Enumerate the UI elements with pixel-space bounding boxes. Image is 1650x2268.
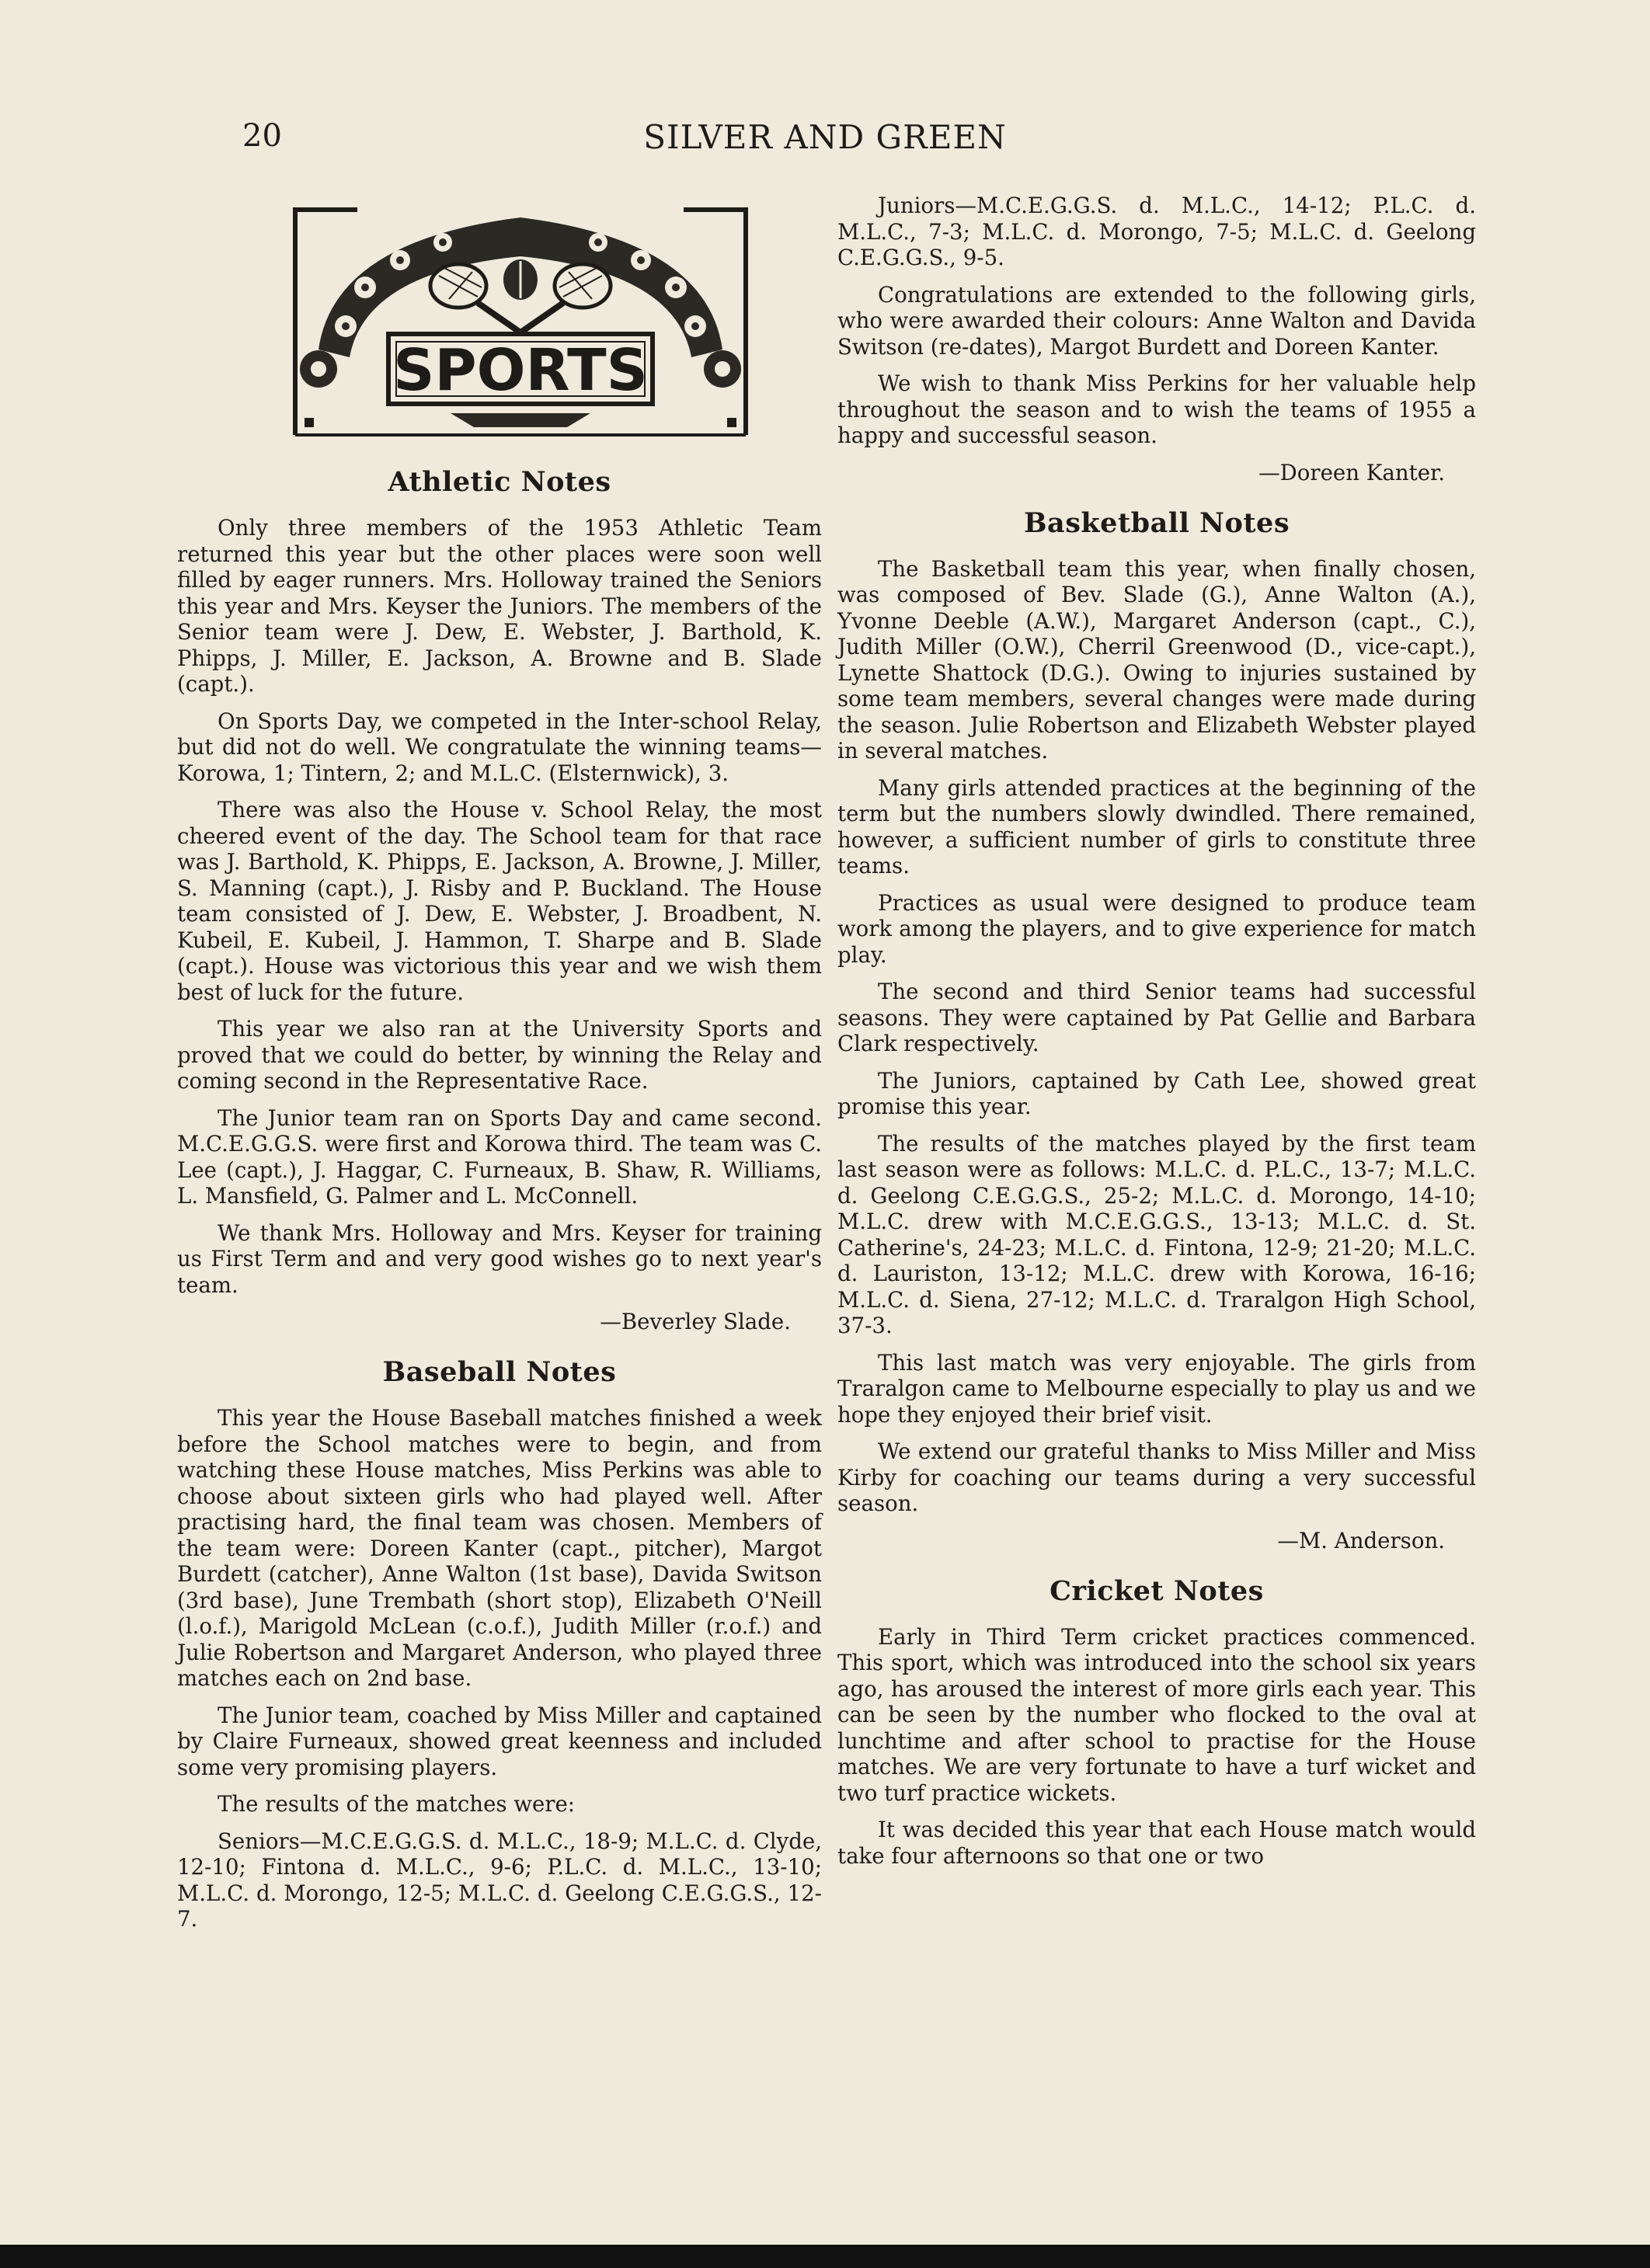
scan-edge xyxy=(0,2245,1650,2268)
basketball-paragraph: Many girls attended practices at the beginning of the term but the numbers slowly dwindled. There remained, however, a sufficient number of girls to constitute three teams. xyxy=(837,774,1476,878)
baseball-results-juniors: Juniors—M.C.E.G.G.S. d. M.L.C., 14-12; P.L.C. d. M.L.C., 7-3; M.L.C. d. Morongo, 7-5; M.L.C. d. Geelong C.E.G.G.S., 9-5. xyxy=(837,193,1476,270)
baseball-paragraph: We wish to thank Miss Perkins for her valuable help throughout the season and to wish the teams of 1955 a happy and successful season. xyxy=(837,370,1476,448)
right-column xyxy=(837,193,1476,1880)
basketball-paragraph: Practices as usual were designed to produce team work among the players, and to give experience for match play. xyxy=(837,889,1476,968)
athletic-paragraph: The Junior team ran on Sports Day and came second. M.C.E.G.G.S. were first and Korowa third. The team was C. Lee (capt.), J. Haggar, C. Furneaux, B. Shaw, R. Williams, L. Mansfield, G. Palmer and L. McConnell. xyxy=(177,1104,822,1209)
basketball-results: The results of the matches played by the first team last season were as follows: M.L.C. d. P.L.C., 13-7; M.L.C. d. Geelong C.E.G.G.S., 25-2; M.L.C. d. Morongo, 14-10; M.L.C. drew with M.C.E.G.G.S., 13-13; M.L.C. d. St. Catherine's, 24-23; M.L.C. d. Fintona, 12-9; 21-20; M.L.C. d. Lauriston, 13-12; M.L.C. drew with Korowa, 16-16; M.L.C. d. Siena, 27-12; M.L.C. d. Traralgon High School, 37-3. xyxy=(837,1130,1476,1338)
cricket-paragraph: Early in Third Term cricket practices commenced. This sport, which was introduced into the school six years ago, has aroused the interest of more girls each year. This can be seen by the number who flocked to the oval at lunchtime and after school to practise for the House matches. We are very fortunate to have a turf wicket and two turf practice wickets. xyxy=(837,1623,1476,1806)
basketball-paragraph: We extend our grateful thanks to Miss Miller and Miss Kirby for coaching our teams during a very successful season. xyxy=(837,1438,1476,1516)
page-number: 20 xyxy=(242,118,282,154)
basketball-paragraph: The Basketball team this year, when finally chosen, was composed of Bev. Slade (G.), Anne Walton (A.), Yvonne Deeble (A.W.), Margaret Anderson (capt., C.), Judith Miller (O.W.), Cherril Greenwood (D., vice-capt.), Lynette Shattock (D.G.). Owing to injuries sustained by some team members, several changes were made during the season. Julie Robertson and Elizabeth Webster played in several matches. xyxy=(837,555,1476,764)
basketball-paragraph: The Juniors, captained by Cath Lee, showed great promise this year. xyxy=(837,1067,1476,1119)
athletic-paragraph: There was also the House v. School Relay, the most cheered event of the day. The School team for that race was J. Barthold, K. Phipps, E. Jackson, A. Browne, J. Miller, S. Manning (capt.), J. Risby and P. Buckland. The House team consisted of J. Dew, E. Webster, J. Broadbent, N. Kubeil, E. Kubeil, J. Hammon, T. Sharpe and B. Slade (capt.). House was victorious this year and we wish them best of luck for the future. xyxy=(177,797,822,1005)
cricket-heading: Cricket Notes xyxy=(1050,1574,1264,1607)
baseball-signature: —Doreen Kanter. xyxy=(1258,459,1445,485)
athletic-paragraph: Only three members of the 1953 Athletic Team returned this year but the other places were soon well filled by eager runners. Mrs. Holloway trained the Seniors this year and Mrs. Keyser the Juniors. The members of the Senior team were J. Dew, E. Webster, J. Barthold, K. Phipps, J. Miller, E. Jackson, A. Browne and B. Slade (capt.). xyxy=(177,515,822,697)
racquets-icon xyxy=(430,259,611,338)
left-column xyxy=(177,466,822,1943)
cricket-paragraph: It was decided this year that each House match would take four afternoons so that one or two xyxy=(837,1817,1476,1869)
sports-banner xyxy=(272,194,769,439)
baseball-paragraph: This year the House Baseball matches finished a week before the School matches were to begin, and from watching these House matches, Miss Perkins was able to choose about sixteen girls who had played well. After practising hard, the final team was chosen. Members of the team were: Doreen Kanter (capt., pitcher), Margot Burdett (catcher), Anne Walton (1st base), Davida Switson (3rd base), June Trembath (short stop), Elizabeth O'Neill (l.o.f.), Marigold McLean (c.o.f.), Judith Miller (r.o.f.) and Julie Robertson and Margaret Anderson, who played three matches each on 2nd base. xyxy=(177,1405,822,1691)
basketball-signature: —M. Anderson. xyxy=(1277,1527,1445,1553)
athletic-paragraph: This year we also ran at the University Sports and proved that we could do better, by winning the Relay and coming second in the Representative Race. xyxy=(177,1016,822,1094)
banner-title: SPORTS xyxy=(393,337,648,404)
baseball-paragraph: Congratulations are extended to the following girls, who were awarded their colours: Anne Walton and Davida Switson (re-dates), Margot Burdett and Doreen Kanter. xyxy=(837,281,1476,360)
baseball-paragraph: The results of the matches were: xyxy=(218,1791,576,1817)
baseball-heading: Baseball Notes xyxy=(382,1356,617,1388)
baseball-results-seniors: Seniors—M.C.E.G.G.S. d. M.L.C., 18-9; M.L.C. d. Clyde, 12-10; Fintona d. M.L.C., 9-6; P.L.C. d. M.L.C., 13-10; M.L.C. d. Morongo, 12-5; M.L.C. d. Geelong C.E.G.G.S., 12-7. xyxy=(177,1828,822,1932)
basketball-paragraph: This last match was very enjoyable. The girls from Traralgon came to Melbourne especially to play us and we hope they enjoyed their brief visit. xyxy=(837,1349,1476,1428)
basketball-heading: Basketball Notes xyxy=(1023,506,1290,539)
basketball-paragraph: The second and third Senior teams had successful seasons. They were captained by Pat Gellie and Barbara Clark respectively. xyxy=(837,979,1476,1056)
athletic-paragraph: On Sports Day, we competed in the Inter-school Relay, but did not do well. We congratulate the winning teams—Korowa, 1; Tintern, 2; and M.L.C. (Elsternwick), 3. xyxy=(177,708,822,786)
athletic-heading: Athletic Notes xyxy=(388,466,611,498)
athletic-signature: —Beverley Slade. xyxy=(600,1309,791,1334)
athletic-paragraph: We thank Mrs. Holloway and Mrs. Keyser for training us First Term and and very good wishes go to next year's team. xyxy=(177,1219,822,1298)
running-header: SILVER AND GREEN xyxy=(643,118,1007,156)
baseball-paragraph: The Junior team, coached by Miss Miller and captained by Claire Furneaux, showed great keenness and included some very promising players. xyxy=(177,1702,822,1780)
